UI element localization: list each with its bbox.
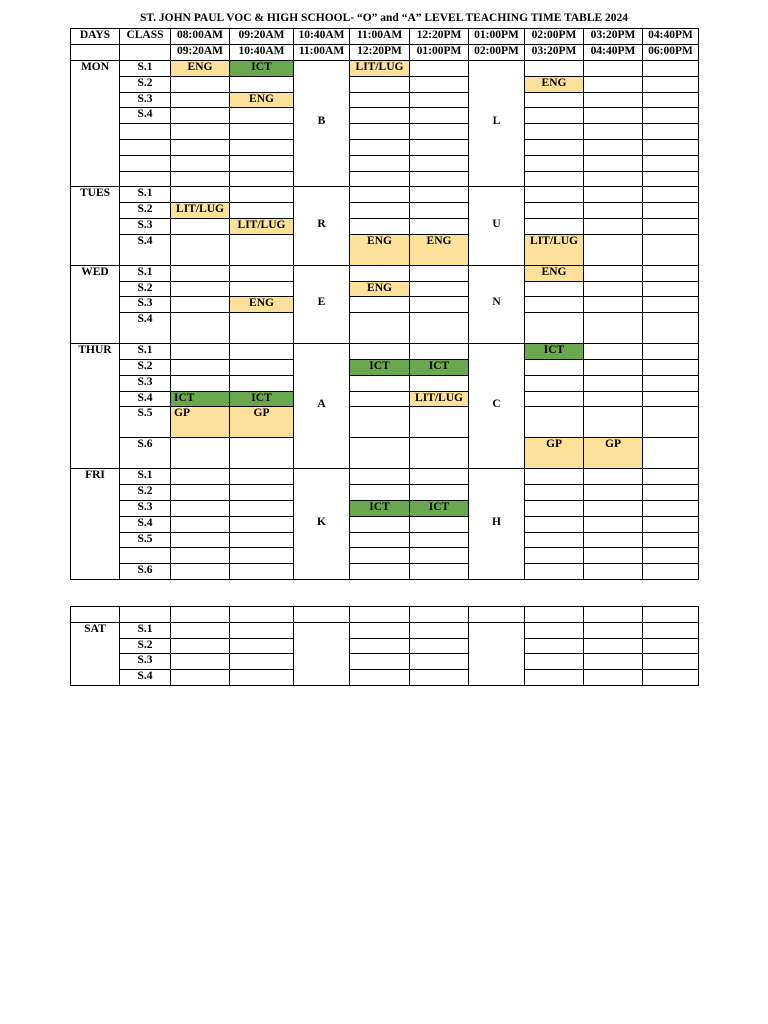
slot-2-start: 09:20AM	[230, 29, 294, 45]
class-header: CLASS	[120, 29, 171, 45]
slot-9-start: 04:40PM	[643, 29, 699, 45]
subject-cell: ENG	[410, 234, 469, 265]
slot-5-start: 12:20PM	[410, 29, 469, 45]
subject-cell: LIT/LUG	[350, 61, 410, 77]
table-row	[71, 670, 699, 686]
class-label: S.3	[120, 218, 171, 234]
subject-cell: ENG	[350, 281, 410, 297]
break-column	[294, 344, 350, 469]
class-label: S.2	[120, 485, 171, 501]
day-label-tues: TUES	[71, 187, 120, 265]
table-row	[71, 76, 699, 92]
class-label: S.5	[120, 407, 171, 438]
break-column	[294, 265, 350, 343]
slot-6-start: 01:00PM	[469, 29, 525, 45]
subject-cell: LIT/LUG	[410, 391, 469, 407]
lunch-column	[469, 469, 525, 580]
slot-7-end: 03:20PM	[525, 45, 584, 61]
slot-5-end: 01:00PM	[410, 45, 469, 61]
subject-cell: LIT/LUG	[525, 234, 584, 265]
subject-cell: ICT	[171, 391, 230, 407]
header-row-1	[71, 29, 699, 45]
slot-3-start: 10:40AM	[294, 29, 350, 45]
table-row	[71, 265, 699, 281]
slot-4-end: 12:20PM	[350, 45, 410, 61]
subject-cell: ICT	[230, 391, 294, 407]
table-row	[71, 155, 699, 171]
subject-cell: ICT	[410, 359, 469, 375]
table-row	[71, 344, 699, 360]
slot-8-end: 04:40PM	[584, 45, 643, 61]
break-column	[294, 469, 350, 580]
day-label-thur: THUR	[71, 344, 120, 469]
table-row	[71, 313, 699, 344]
lunch-column	[469, 622, 525, 685]
table-row	[71, 638, 699, 654]
table-row	[71, 500, 699, 516]
table-row	[71, 516, 699, 532]
slot-3-end: 11:00AM	[294, 45, 350, 61]
class-label: S.3	[120, 92, 171, 108]
slot-4-start: 11:00AM	[350, 29, 410, 45]
subject-cell: ENG	[171, 61, 230, 77]
slot-6-end: 02:00PM	[469, 45, 525, 61]
subject-cell: LIT/LUG	[171, 203, 230, 219]
class-label: S.2	[120, 638, 171, 654]
table-row	[71, 407, 699, 438]
table-row	[71, 187, 699, 203]
break-letter: B	[317, 115, 326, 128]
table-row	[71, 297, 699, 313]
saturday-table	[70, 606, 699, 686]
subject-cell: ENG	[230, 297, 294, 313]
break-column	[294, 187, 350, 265]
class-label: S.3	[120, 375, 171, 391]
subject-cell: ENG	[525, 76, 584, 92]
table-row	[71, 485, 699, 501]
lunch-letter: N	[492, 295, 501, 308]
class-label: S.3	[120, 654, 171, 670]
table-row	[71, 359, 699, 375]
class-label: S.3	[120, 297, 171, 313]
class-label: S.4	[120, 516, 171, 532]
class-label: S.5	[120, 532, 171, 548]
table-row	[71, 92, 699, 108]
table-row	[71, 622, 699, 638]
subject-cell: ICT	[350, 500, 410, 516]
break-letter: K	[317, 515, 326, 528]
table-row	[71, 108, 699, 124]
slot-2-end: 10:40AM	[230, 45, 294, 61]
class-label: S.2	[120, 203, 171, 219]
class-label: S.2	[120, 281, 171, 297]
table-row	[71, 391, 699, 407]
table-row	[71, 469, 699, 485]
day-label-wed: WED	[71, 265, 120, 343]
table-row	[71, 607, 699, 623]
page-title: ST. JOHN PAUL VOC & HIGH SCHOOL- “O” and “A” LEVEL TEACHING TIME TABLE 2024	[139, 12, 629, 24]
subject-cell: ENG	[230, 92, 294, 108]
slot-1-start: 08:00AM	[171, 29, 230, 45]
table-row	[71, 61, 699, 77]
subject-cell: ICT	[525, 344, 584, 360]
lunch-letter: U	[492, 217, 501, 230]
days-header: DAYS	[71, 29, 120, 45]
timetable	[70, 28, 699, 580]
class-label: S.4	[120, 108, 171, 124]
lunch-column	[469, 187, 525, 265]
break-letter: R	[317, 217, 326, 230]
subject-cell: ICT	[410, 500, 469, 516]
lunch-column	[469, 344, 525, 469]
table-row	[71, 281, 699, 297]
class-label: S.2	[120, 76, 171, 92]
class-label: S.1	[120, 61, 171, 77]
day-label-mon: MON	[71, 61, 120, 187]
break-column	[294, 622, 350, 685]
table-row	[71, 548, 699, 564]
class-label: S.6	[120, 438, 171, 469]
subject-cell: LIT/LUG	[230, 218, 294, 234]
class-label: S.1	[120, 469, 171, 485]
class-label: S.4	[120, 234, 171, 265]
class-label: S.4	[120, 391, 171, 407]
table-row	[71, 375, 699, 391]
class-label: S.1	[120, 622, 171, 638]
table-row	[71, 218, 699, 234]
subject-cell: GP	[171, 407, 230, 438]
class-label: S.4	[120, 670, 171, 686]
subject-cell: GP	[525, 438, 584, 469]
table-row	[71, 203, 699, 219]
table-row	[71, 438, 699, 469]
class-label: S.4	[120, 313, 171, 344]
lunch-letter: L	[492, 115, 501, 128]
table-row	[71, 234, 699, 265]
lunch-letter: H	[492, 515, 501, 528]
table-row	[71, 139, 699, 155]
class-label: S.1	[120, 187, 171, 203]
class-label: S.6	[120, 564, 171, 580]
break-letter: A	[317, 397, 326, 410]
header-row-2	[71, 45, 699, 61]
class-label: S.3	[120, 500, 171, 516]
break-column	[294, 61, 350, 187]
slot-1-end: 09:20AM	[171, 45, 230, 61]
subject-cell: ENG	[525, 265, 584, 281]
table-row	[71, 171, 699, 187]
table-row	[71, 532, 699, 548]
class-label: S.2	[120, 359, 171, 375]
break-letter: E	[317, 295, 326, 308]
table-row	[71, 124, 699, 140]
class-label: S.1	[120, 344, 171, 360]
subject-cell: ICT	[230, 61, 294, 77]
table-row	[71, 654, 699, 670]
slot-7-start: 02:00PM	[525, 29, 584, 45]
class-label: S.1	[120, 265, 171, 281]
slot-9-end: 06:00PM	[643, 45, 699, 61]
table-row	[71, 564, 699, 580]
subject-cell: ICT	[350, 359, 410, 375]
subject-cell: GP	[230, 407, 294, 438]
lunch-letter: C	[492, 397, 501, 410]
subject-cell: GP	[584, 438, 643, 469]
day-label-sat: SAT	[71, 622, 120, 685]
lunch-column	[469, 265, 525, 343]
day-label-fri: FRI	[71, 469, 120, 580]
slot-8-start: 03:20PM	[584, 29, 643, 45]
lunch-column	[469, 61, 525, 187]
subject-cell: ENG	[350, 234, 410, 265]
